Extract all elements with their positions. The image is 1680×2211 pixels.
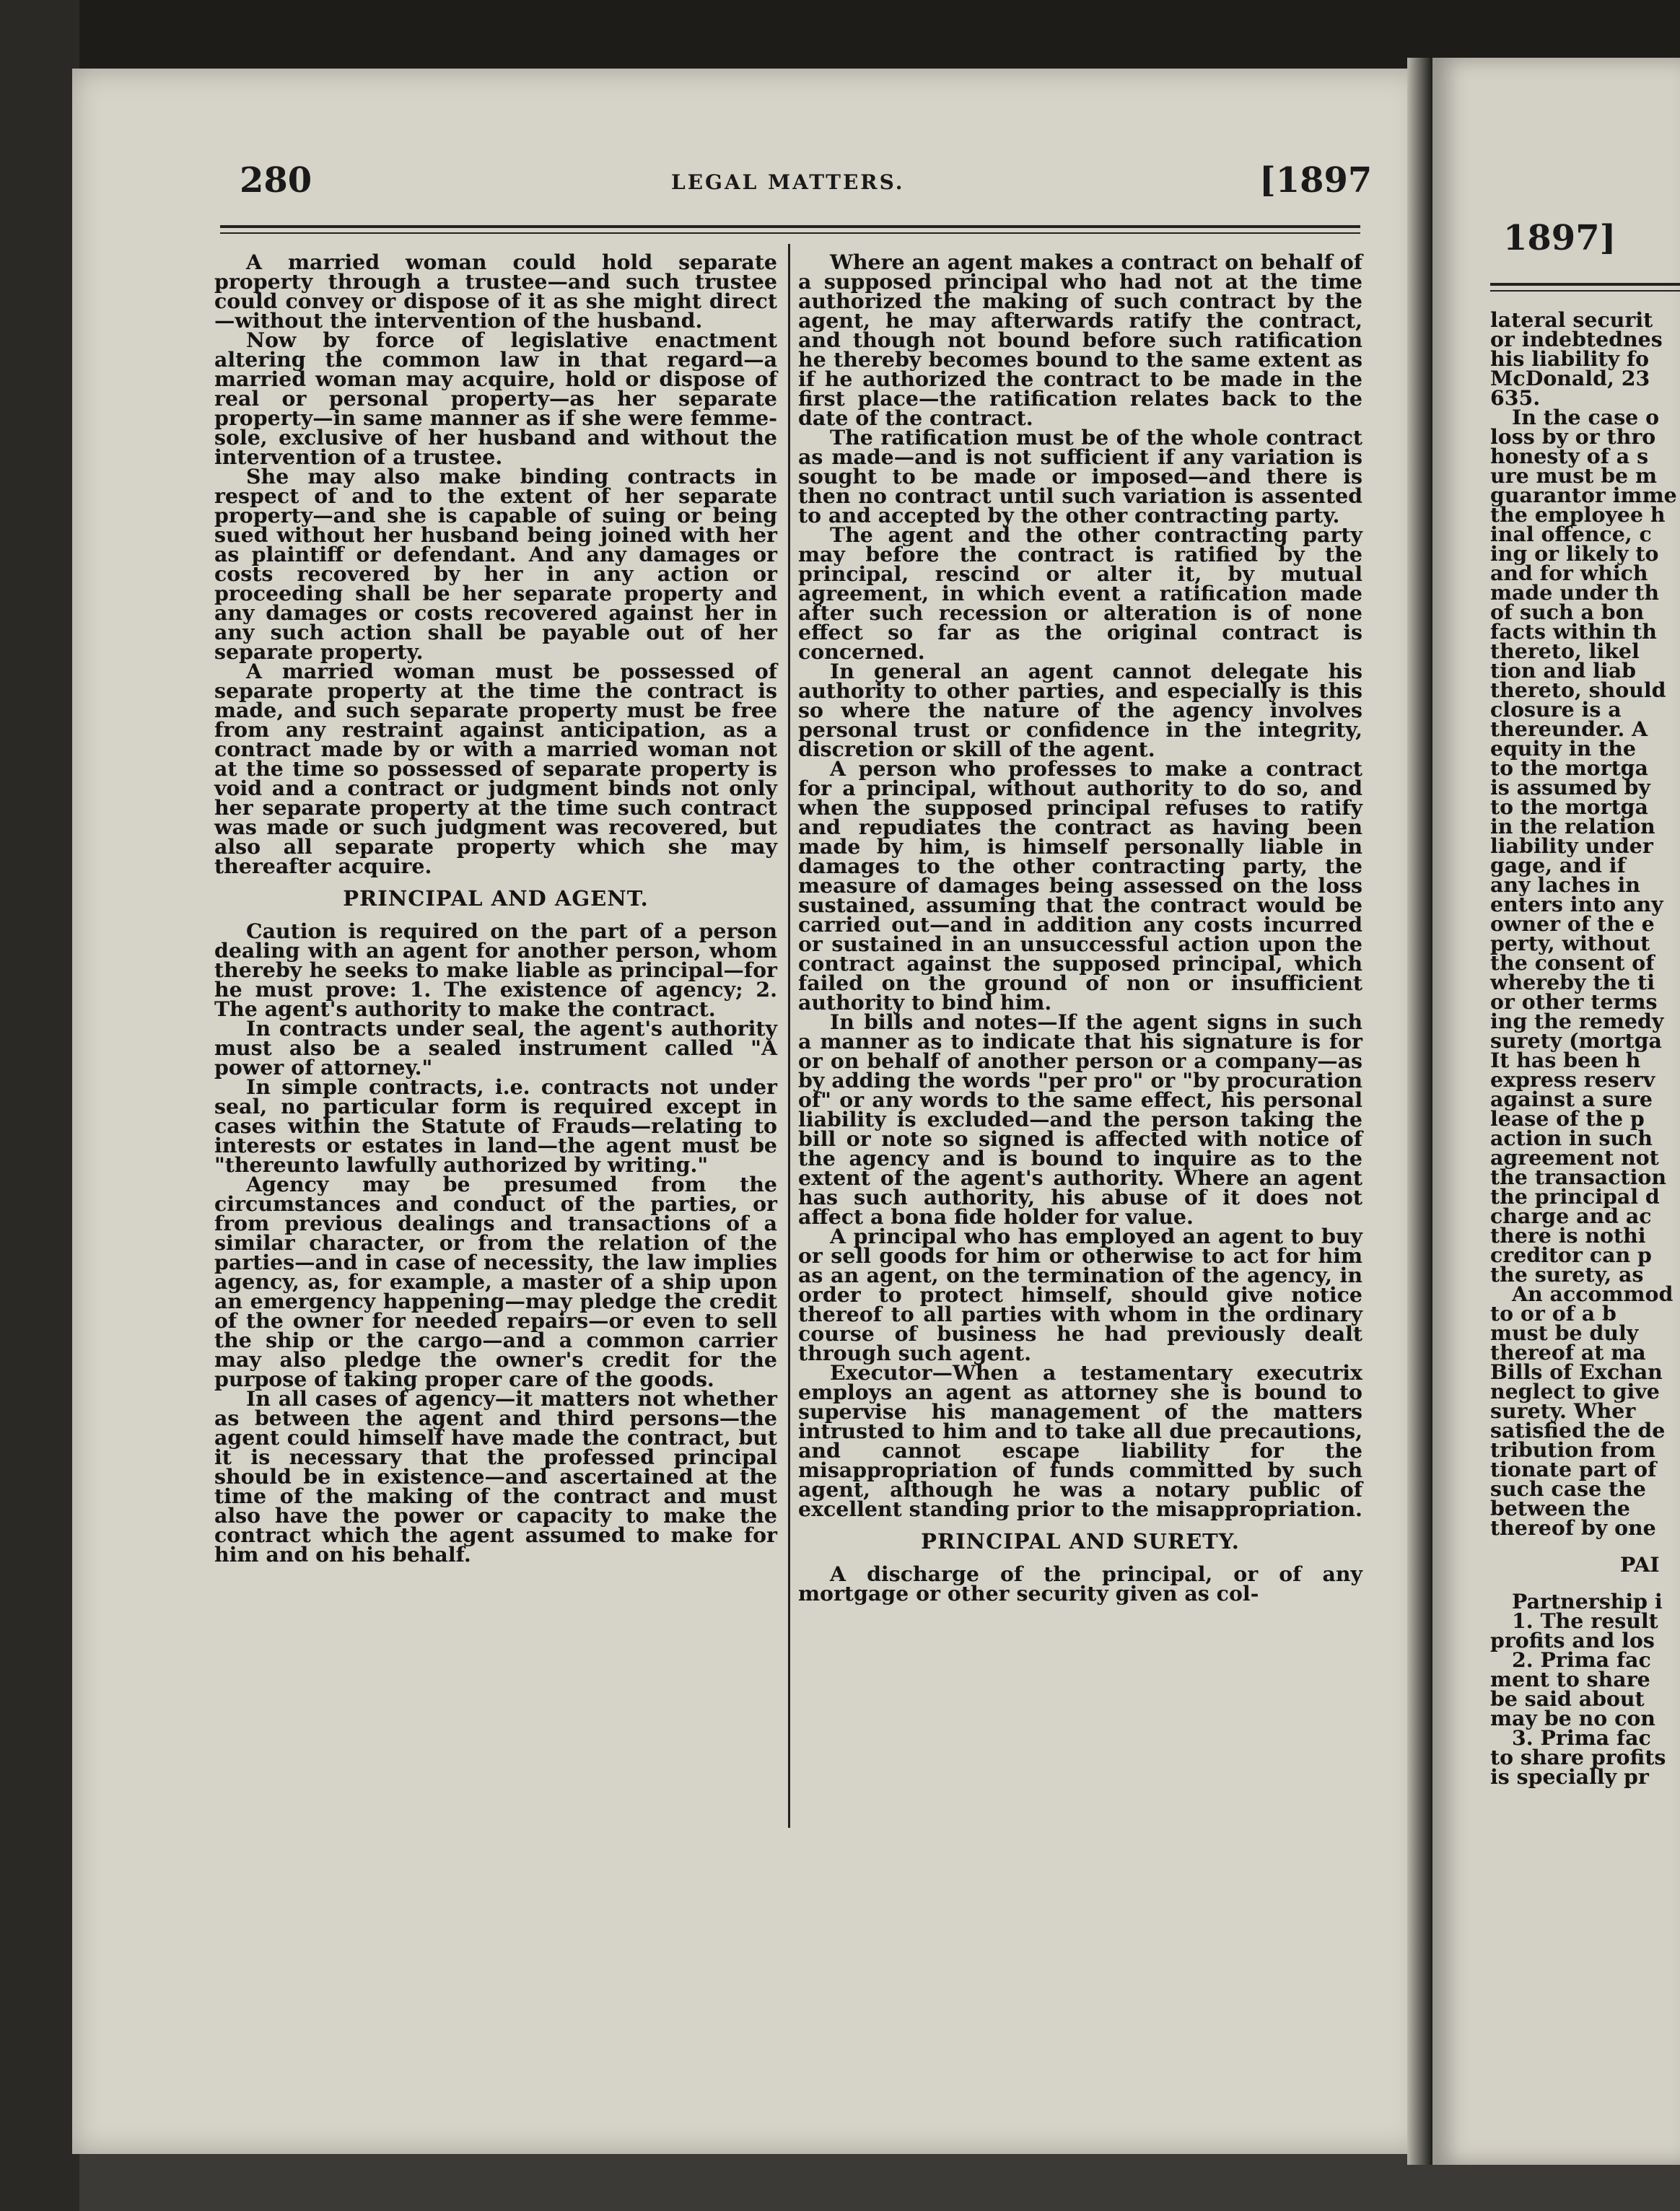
right-page-line: ment to share — [1490, 1667, 1650, 1691]
right-page-line: inal offence, c — [1490, 522, 1652, 546]
right-page-line: tionate part of — [1490, 1457, 1657, 1481]
paragraph: A person who professes to make a contract for a principal, without authority to do so, and when the supposed principal refuses to ratify and repudiates the contract as having been made by him, is himself personally liable in damages to the other contracting party, the measure of damages being assessed on the loss sustained, assuming that the contract would be carried out—and in addition any costs incurred or sustained in an unsuccessful action upon the contract against the supposed principal, which failed on the ground of non or insufficient authority to bind him. — [798, 756, 1362, 1015]
paragraph: A principal who has employed an agent to buy or sell goods for him or otherwise to act for him as an agent, on the termination of the agency, in order to protect himself, should give notice thereof to all parties with whom in the ordinary course of business he had previously dealt through such agent. — [798, 1224, 1362, 1365]
right-page-line: between the — [1490, 1496, 1630, 1520]
right-page-line: agreement not — [1490, 1145, 1659, 1170]
paragraph: A married woman could hold separate property through a trustee—and such trustee could convey or dispose of it as she might direct—without the intervention of the husband. — [214, 250, 777, 333]
right-header-rule-thick — [1490, 283, 1680, 286]
right-page-line: surety (mortga — [1490, 1028, 1662, 1053]
book-gutter — [1407, 58, 1432, 2165]
right-page-line: must be duly — [1490, 1321, 1639, 1345]
right-page-line: 1. The result — [1512, 1608, 1658, 1633]
paragraph: In simple contracts, i.e. contracts not under seal, no particular form is required except in cases within the Statute of Frauds—relating to interests or estates in land—the agent must be "thereunto lawfully authorized by writing." — [214, 1074, 777, 1177]
header-rule-thin — [220, 232, 1360, 234]
right-page-line: in the relation — [1490, 814, 1655, 839]
right-page-line: enters into any — [1490, 892, 1663, 916]
scanner-background-left — [0, 0, 79, 2211]
header-rule-thick — [220, 225, 1360, 228]
right-page-line: the employee h — [1490, 502, 1666, 527]
right-page-text — [1490, 307, 1680, 1789]
right-page — [1432, 58, 1680, 2165]
page-number: 280 — [240, 160, 312, 201]
right-page-line: McDonald, 23 — [1490, 366, 1650, 390]
right-page-line: Bills of Exchan — [1490, 1360, 1663, 1384]
right-page-line: neglect to give — [1490, 1379, 1660, 1404]
right-page-line: 2. Prima fac — [1512, 1647, 1651, 1672]
right-page-line: the surety, as — [1490, 1262, 1644, 1287]
right-page-line: In the case o — [1512, 405, 1660, 429]
paragraph: Caution is required on the part of a person dealing with an agent for another person, whom thereby he seeks to make liable as principal—for he must prove: 1. The existence of agency; 2. The agent's authority to make the contract. — [214, 919, 777, 1021]
right-page-line: 3. Prima fac — [1512, 1725, 1651, 1750]
right-page-line: facts within th — [1490, 619, 1657, 644]
right-page-line: creditor can p — [1490, 1243, 1652, 1267]
right-page-line: and for which — [1490, 561, 1648, 585]
right-page-line: tion and liab — [1490, 658, 1636, 683]
right-page-line: ure must be m — [1490, 463, 1658, 488]
right-page-line: any laches in — [1490, 872, 1640, 897]
right-page-line: profits and los — [1490, 1628, 1655, 1652]
right-page-line: the consent of — [1490, 950, 1655, 975]
paragraph: In contracts under seal, the agent's authority must also be a sealed instrument called "A power of attorney." — [214, 1016, 777, 1080]
paragraph: The ratification must be of the whole contract as made—and is not sufficient if any variation is sought to be made or imposed—and there is then no contract until such variation is assented to and accepted by the other contracting party. — [798, 425, 1362, 527]
right-page-line: satisfied the de — [1490, 1418, 1666, 1442]
right-page-line: gage, and if — [1490, 853, 1626, 877]
paragraph: Now by force of legislative enactment altering the common law in that regard—a married woman may acquire, hold or dispose of real or personal property—as her separate property—in same manner as if she were femme-sole, exclusive of her husband and without the intervention of a trustee. — [214, 328, 777, 469]
right-page-line: It has been h — [1490, 1048, 1641, 1072]
right-page-line: perty, without — [1490, 931, 1650, 955]
right-page-line: such case the — [1490, 1476, 1646, 1501]
right-page-line: charge and ac — [1490, 1204, 1652, 1228]
right-page-line: 635. — [1490, 385, 1541, 410]
right-page-line: lease of the p — [1490, 1106, 1645, 1131]
right-page-line: of such a bon — [1490, 600, 1645, 624]
paragraph: A discharge of the principal, or of any mortgage or other security given as col- — [798, 1562, 1362, 1606]
right-page-line: to or of a b — [1490, 1301, 1616, 1326]
page-year: [1897 — [1259, 160, 1373, 201]
right-page-line: owner of the e — [1490, 911, 1655, 936]
right-page-line: the principal d — [1490, 1184, 1660, 1209]
right-page-line: Partnership i — [1512, 1589, 1663, 1614]
right-page-line: to share profits — [1490, 1745, 1666, 1769]
section-heading: PRINCIPAL AND SURETY. — [921, 1529, 1240, 1554]
right-page-line: ing the remedy — [1490, 1009, 1664, 1033]
right-page-line: ing or likely to — [1490, 541, 1659, 566]
right-page-line: thereof by one — [1490, 1515, 1656, 1540]
paragraph: Where an agent makes a contract on behalf of a supposed principal who had not at the time authorized the making of such contract by the agent, he may afterwards ratify the contract, and though not bound before such ratification he thereby becomes bound to the same extent as if he authorized the contract to be made in the first place—the ratification relates back to the date of the contract. — [798, 250, 1362, 430]
right-page-line: to the mortga — [1490, 756, 1648, 780]
right-page-line: whereby the ti — [1490, 970, 1655, 994]
right-page-line: thereunder. A — [1490, 717, 1648, 741]
paragraph: A married woman must be possessed of separate property at the time the contract is made, and such separate property must be free from any restraint against anticipation, as a contract made by or with a married woman not at the time so possessed of separate property is void and a contract or judgment binds not only her separate property at the time such contract was made or such judgment was recovered, but also all separate property which she may thereafter acquire. — [214, 659, 777, 878]
paragraph: In all cases of agency—it matters not whether as between the agent and third persons—the agent could himself have made the contract, but it is necessary that the professed principal should be in existence—and ascertained at the time of the making of the contract and must also have the power or capacity to make the contract which the agent assumed to make for him and on his behalf. — [214, 1386, 777, 1567]
right-page-line: guarantor imme — [1490, 483, 1677, 507]
right-header-rule-thin — [1490, 290, 1680, 292]
paragraph: Executor—When a testamentary executrix employs an agent as attorney she is bound to supervise his management of the matters intrusted to him and to take all due precautions, and cannot escape liability for the misappropriation of funds committed by such agent, although he was a notary public of excellent standing prior to the misappropriation. — [798, 1360, 1362, 1521]
column-right — [798, 250, 1362, 1606]
right-page-line: An accommod — [1512, 1282, 1674, 1306]
paragraph: Agency may be presumed from the circumstances and conduct of the parties, or from previous dealings and transactions of a similar character, or from the relation of the parties—and in case of necessity, the law implies agency, as, for example, a master of a ship upon an emergency happening—may pledge the credit of the owner for needed repairs—or even to sell the ship or the cargo—and a common carrier may also pledge the owner's credit for the purpose of taking proper care of the goods. — [214, 1172, 777, 1391]
right-page-line: the transaction — [1490, 1165, 1666, 1189]
right-page-line: or other terms — [1490, 989, 1658, 1014]
paragraph: She may also make binding contracts in respect of and to the extent of her separate property—and she is capable of suing or being sued without her husband being joined with her as plaintiff or defendant. And any damages or costs recovered by her in any action or proceeding shall be her separate property and any damages or costs recovered against her in any such action shall be payable out of her separate property. — [214, 464, 777, 664]
paragraph: In bills and notes—If the agent signs in such a manner as to indicate that his signature is for or on behalf of another person or a company—as by adding the words "per pro" or "by procuration of" or any words to the same effect, his personal liability is excluded—and the person taking the bill or note so signed is affected with notice of the agency and is bound to inquire as to the extent of the agent's authority. Where an agent has such authority, his abuse of it does not affect a bona fide holder for value. — [798, 1010, 1362, 1229]
right-page-line: to the mortga — [1490, 794, 1648, 819]
section-heading: PRINCIPAL AND AGENT. — [343, 886, 649, 911]
right-page-line: action in such — [1490, 1126, 1653, 1150]
right-page-line: is specially pr — [1490, 1764, 1649, 1789]
right-page-line: or indebtednes — [1490, 327, 1663, 351]
right-page-line: thereof at ma — [1490, 1340, 1646, 1365]
paragraph: The agent and the other contracting party may before the contract is ratified by the principal, rescind or alter it, by mutual agreement, in which event a ratification made after such recession or alteration is of none effect so far as the original contract is concerned. — [798, 522, 1362, 664]
column-divider — [788, 244, 790, 1828]
right-page-line: liability under — [1490, 833, 1653, 858]
right-page-line: made under th — [1490, 580, 1660, 605]
right-page-line: equity in the — [1490, 736, 1636, 761]
right-page-line: lateral securit — [1490, 307, 1653, 332]
right-page-line: against a sure — [1490, 1087, 1653, 1111]
right-page-line: honesty of a s — [1490, 444, 1649, 468]
right-page-line: is assumed by — [1490, 775, 1650, 800]
right-page-year: 1897] — [1503, 218, 1616, 258]
right-section-heading: PAI — [1620, 1552, 1660, 1577]
right-page-line: his liability fo — [1490, 346, 1650, 371]
right-page-line: express reserv — [1490, 1067, 1655, 1092]
paragraph: In general an agent cannot delegate his authority to other parties, and especially is this so where the nature of the agency involves personal trust or confidence in the integrity, discretion or skill of the agent. — [798, 659, 1362, 761]
column-left — [214, 250, 777, 1567]
right-page-line: tribution from — [1490, 1437, 1655, 1462]
right-page-line: closure is a — [1490, 697, 1622, 722]
right-page-line: thereto, likel — [1490, 639, 1640, 663]
right-page-line: surety. Wher — [1490, 1398, 1636, 1423]
right-page-line: be said about — [1490, 1686, 1645, 1711]
right-page-line: may be no con — [1490, 1706, 1655, 1730]
right-page-line: thereto, should — [1490, 678, 1666, 702]
right-page-line: there is nothi — [1490, 1223, 1646, 1248]
right-page-line: loss by or thro — [1490, 424, 1656, 449]
running-title: LEGAL MATTERS. — [671, 170, 905, 194]
